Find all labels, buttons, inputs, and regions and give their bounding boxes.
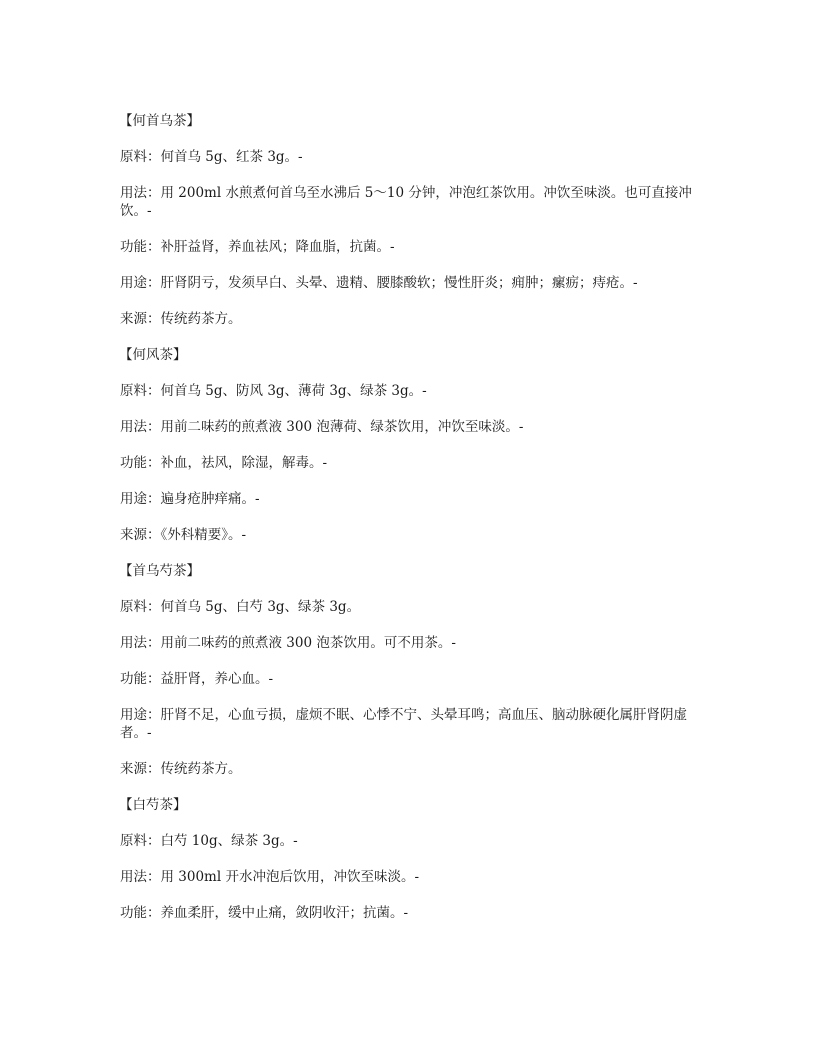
entry-function: 功能：补血，祛风，除湿，解毒。- bbox=[120, 455, 328, 471]
entry-source: 来源：传统药茶方。 bbox=[120, 311, 242, 327]
entry-usage: 用法：用 300ml 开水冲泡后饮用，冲饮至味淡。- bbox=[120, 869, 420, 885]
entry-title: 【首乌芍茶】 bbox=[119, 563, 200, 579]
entry-function: 功能：养血柔肝，缓中止痛，敛阴收汗；抗菌。- bbox=[120, 905, 409, 921]
entry-source: 来源：传统药茶方。 bbox=[120, 761, 242, 777]
entry-ingredients: 原料：何首乌 5g、防风 3g、薄荷 3g、绿茶 3g。- bbox=[120, 383, 427, 399]
document-body bbox=[120, 112, 700, 940]
entry-function: 功能：补肝益肾，养血祛风；降血脂，抗菌。- bbox=[120, 239, 395, 255]
entry-usage: 用法：用前二味药的煎煮液 300 泡薄荷、绿茶饮用，冲饮至味淡。- bbox=[120, 419, 524, 435]
entry-indication: 用途：肝肾不足，心血亏损，虚烦不眠、心悸不宁、头晕耳鸣；高血压、脑动脉硬化属肝肾阴虚者。- bbox=[120, 707, 687, 741]
entry-ingredients: 原料：何首乌 5g、白芍 3g、绿茶 3g。 bbox=[120, 599, 361, 615]
entry-indication: 用途：遍身疮肿痒痛。- bbox=[120, 491, 260, 507]
entry-source: 来源：《外科精要》。- bbox=[120, 527, 247, 543]
entry-ingredients: 原料：白芍 10g、绿茶 3g。- bbox=[120, 833, 298, 849]
entry-indication: 用途：肝肾阴亏，发须早白、头晕、遗精、腰膝酸软；慢性肝炎；痈肿；瘰疬；痔疮。- bbox=[120, 275, 638, 291]
entry-title: 【何风茶】 bbox=[119, 347, 187, 363]
entry-title: 【何首乌茶】 bbox=[119, 113, 200, 129]
entry-usage: 用法：用 200ml 水煎煮何首乌至水沸后 5～10 分钟，冲泡红茶饮用。冲饮至味淡。也可直接冲饮。- bbox=[120, 185, 692, 219]
entry-ingredients: 原料：何首乌 5g、红茶 3g。- bbox=[120, 149, 303, 165]
entry-title: 【白芍茶】 bbox=[119, 797, 187, 813]
entry-usage: 用法：用前二味药的煎煮液 300 泡茶饮用。可不用茶。- bbox=[120, 635, 456, 651]
entry-function: 功能：益肝肾，养心血。- bbox=[120, 671, 274, 687]
